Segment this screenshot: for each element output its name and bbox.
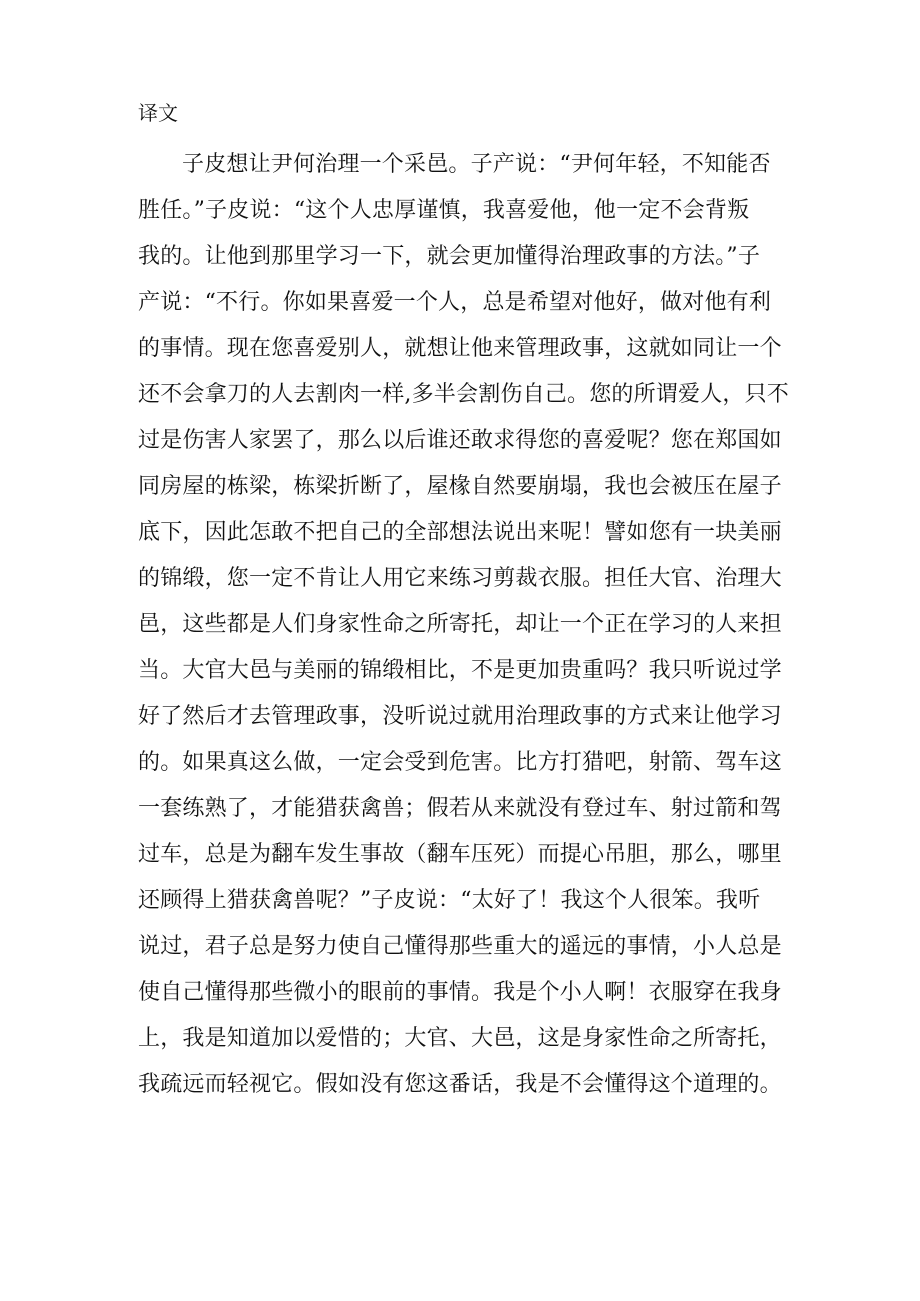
text-line: 的。如果真这么做，一定会受到危害。比方打猎吧，射箭、驾车这 (138, 750, 782, 775)
text-line: 上，我是知道加以爱惜的；大官、大邑，这是身家性命之所寄托， (138, 1026, 782, 1051)
text-line: 同房屋的栋梁，栋梁折断了，屋椽自然要崩塌，我也会被压在屋子 (138, 474, 782, 499)
text-line: 过是伤害人家罢了，那么以后谁还敢求得您的喜爱呢？您在郑国如 (138, 428, 782, 453)
text-line: 我疏远而轻视它。假如没有您这番话，我是不会懂得这个道理的。 (138, 1072, 782, 1097)
text-line: 还顾得上猎获禽兽呢？”子皮说：“太好了！我这个人很笨。我听 (138, 888, 761, 913)
text-line: 使自己懂得那些微小的眼前的事情。我是个小人啊！衣服穿在我身 (138, 980, 782, 1005)
translation-paragraph (138, 142, 798, 1108)
text-line: 产说：“不行。你如果喜爱一个人，总是希望对他好，做对他有利 (138, 290, 772, 315)
text-line: 好了然后才去管理政事，没听说过就用治理政事的方式来让他学习 (138, 704, 782, 729)
text-line: 邑，这些都是人们身家性命之所寄托，却让一个正在学习的人来担 (138, 612, 782, 637)
text-line: 还不会拿刀的人去割肉一样,多半会割伤自己。您的所谓爱人，只不 (138, 382, 789, 407)
section-heading: 译文 (138, 101, 178, 125)
text-line: 过车，总是为翻车发生事故（翻车压死）而提心吊胆，那么，哪里 (138, 842, 782, 867)
text-line: 说过，君子总是努力使自己懂得那些重大的遥远的事情，小人总是 (138, 934, 782, 959)
text-line: 一套练熟了，才能猎获禽兽；假若从来就没有登过车、射过箭和驾 (138, 796, 782, 821)
text-line: 底下，因此怎敢不把自己的全部想法说出来呢！譬如您有一块美丽 (138, 520, 782, 545)
text-line: 的锦缎，您一定不肯让人用它来练习剪裁衣服。担任大官、治理大 (138, 566, 782, 591)
text-line: 当。大官大邑与美丽的锦缎相比，不是更加贵重吗？我只听说过学 (138, 658, 782, 683)
text-line: 的事情。现在您喜爱别人，就想让他来管理政事，这就如同让一个 (138, 336, 782, 361)
text-line: 胜任。”子皮说：“这个人忠厚谨慎，我喜爱他，他一定不会背叛 (138, 198, 750, 223)
text-line: 我的。让他到那里学习一下，就会更加懂得治理政事的方法。”子 (138, 244, 761, 269)
text-line: 子皮想让尹何治理一个采邑。子产说：“尹何年轻，不知能否 (182, 152, 771, 177)
